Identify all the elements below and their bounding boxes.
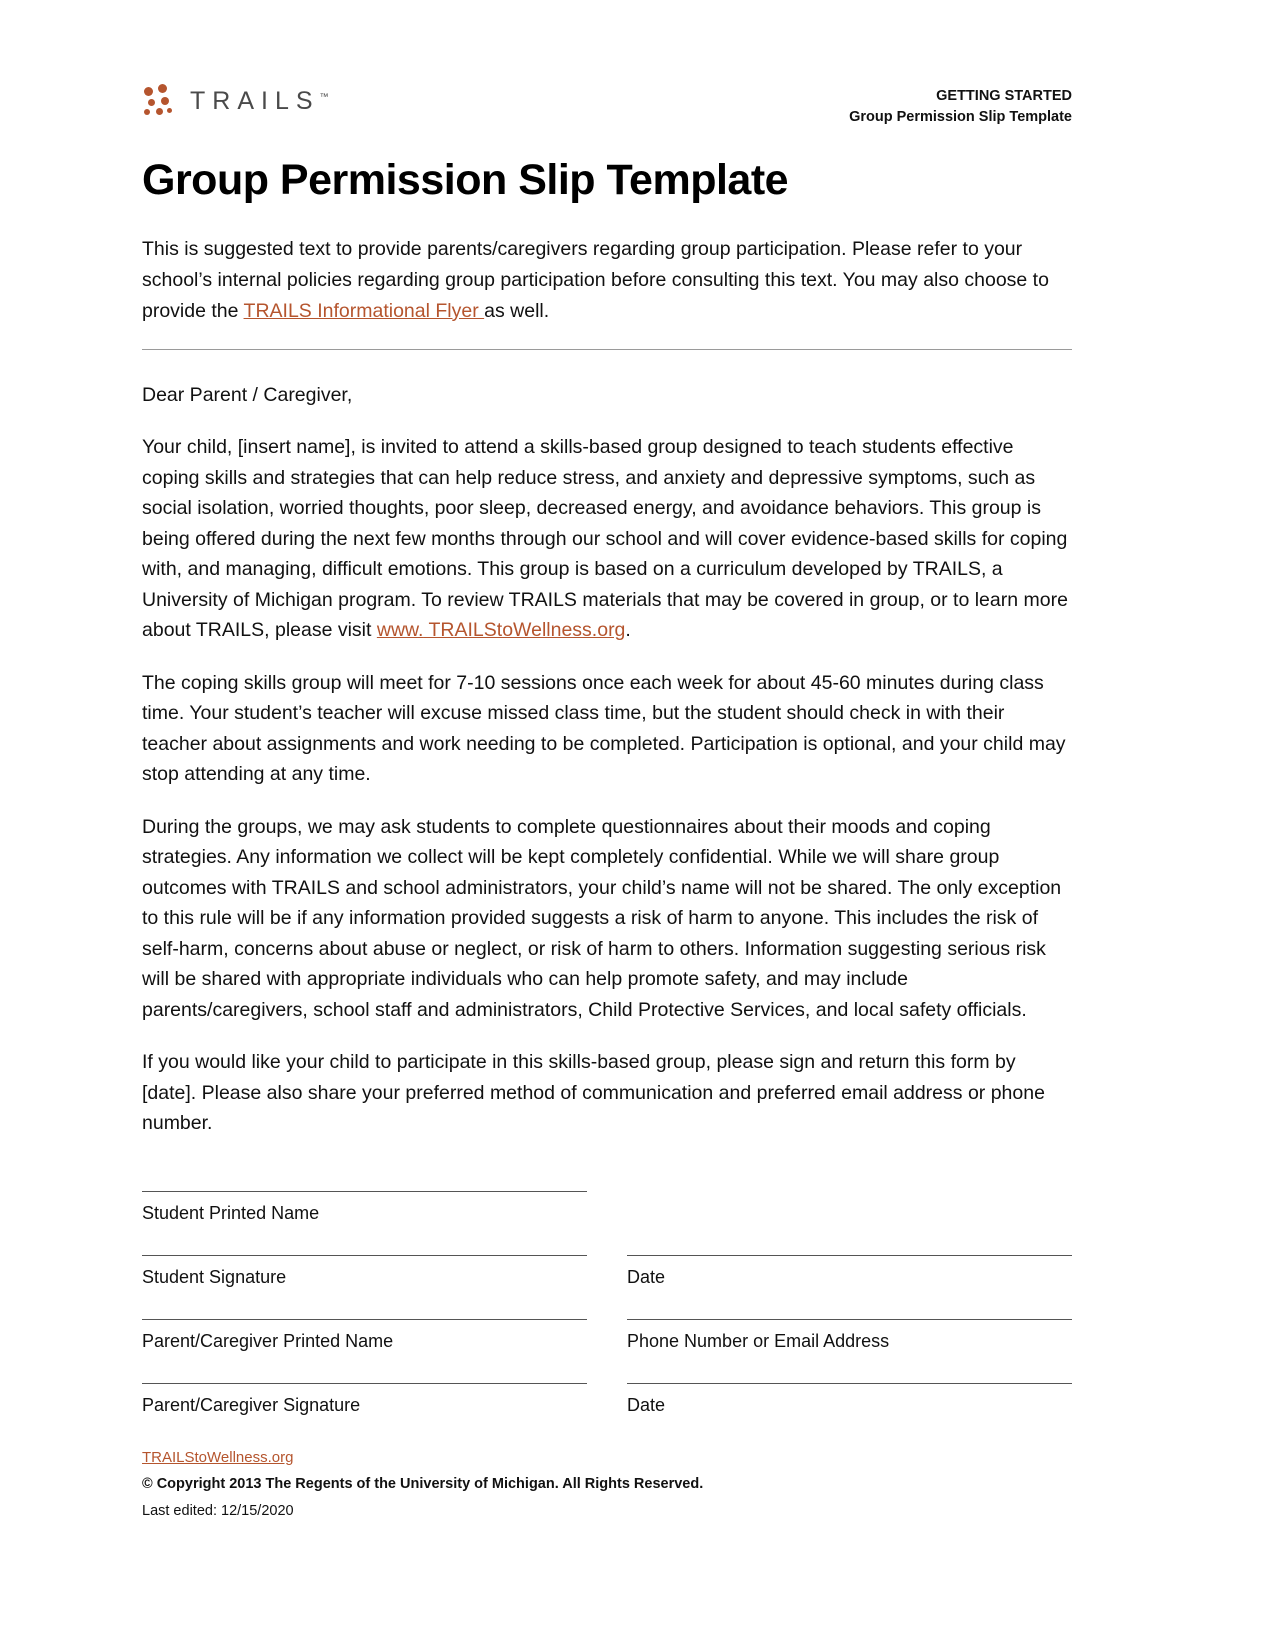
contact-field[interactable] bbox=[627, 1319, 1072, 1353]
field-label: Date bbox=[627, 1266, 666, 1287]
student-date-field[interactable] bbox=[627, 1255, 1072, 1289]
body-paragraph-4: If you would like your child to participate in this skills-based group, please sign and return this form by [date]. Please also share your preferred method of communication and preferred email address or phone number. bbox=[142, 1051, 1045, 1135]
parent-printed-name-field[interactable] bbox=[142, 1319, 587, 1353]
signature-line bbox=[627, 1383, 1072, 1384]
signature-line bbox=[142, 1255, 587, 1256]
logo-wordmark bbox=[190, 87, 329, 116]
header-eyebrow: GETTING STARTED bbox=[936, 88, 1072, 104]
salutation: Dear Parent / Caregiver, bbox=[142, 383, 353, 406]
logo-word-text: TRAILS bbox=[190, 86, 320, 115]
header-meta bbox=[849, 78, 1072, 128]
letter-body bbox=[142, 380, 1072, 1139]
signature-line bbox=[142, 1319, 587, 1320]
trails-dots-icon bbox=[142, 84, 176, 118]
last-edited-text: Last edited: 12/15/2020 bbox=[142, 1502, 294, 1519]
document-content bbox=[142, 78, 1072, 1519]
parent-signature-field[interactable] bbox=[142, 1383, 587, 1417]
intro-paragraph bbox=[142, 234, 1072, 327]
field-label: Date bbox=[627, 1394, 666, 1415]
parent-date-field[interactable] bbox=[627, 1383, 1072, 1417]
signature-row bbox=[142, 1191, 1072, 1225]
signature-row bbox=[142, 1383, 1072, 1417]
document-footer bbox=[142, 1449, 1072, 1519]
copyright-text: © Copyright 2013 The Regents of the University of Michigan. All Rights Reserved. bbox=[142, 1475, 704, 1492]
signature-line bbox=[627, 1255, 1072, 1256]
signature-row bbox=[142, 1319, 1072, 1353]
footer-website-link[interactable]: TRAILStoWellness.org bbox=[142, 1448, 294, 1466]
www-link[interactable]: www. bbox=[376, 619, 424, 642]
signature-section bbox=[142, 1191, 1072, 1417]
trails-informational-flyer-link[interactable]: TRAILS Informational Flyer bbox=[243, 299, 485, 322]
signature-line bbox=[142, 1191, 587, 1192]
intro-text-part2: as well. bbox=[484, 299, 550, 322]
field-label: Student Signature bbox=[142, 1266, 287, 1287]
field-label: Parent/Caregiver Signature bbox=[142, 1394, 361, 1415]
trademark-symbol: ™ bbox=[319, 91, 329, 102]
field-label: Student Printed Name bbox=[142, 1202, 320, 1223]
intro-text-part1: This is suggested text to provide parents/caregivers regarding group participation. Please refer to your school’s internal policies regarding group participation before consulting this text. You may also choose to provide the bbox=[142, 237, 1049, 322]
student-printed-name-field[interactable] bbox=[142, 1191, 587, 1225]
body-paragraph-1 bbox=[142, 432, 1072, 646]
header-doc-label: Group Permission Slip Template bbox=[849, 109, 1072, 125]
body-paragraph-2: The coping skills group will meet for 7-10 sessions once each week for about 45-60 minutes during class time. Your student’s teacher will excuse missed class time, but the student should check in with their teacher about assignments and work needing to be completed. Participation is optional, and your child may stop attending at any time. bbox=[142, 671, 1066, 786]
signature-line bbox=[627, 1319, 1072, 1320]
signature-line bbox=[142, 1383, 587, 1384]
trailstowellness-link[interactable]: TRAILStoWellness.org bbox=[423, 619, 626, 642]
horizontal-divider bbox=[142, 349, 1072, 350]
document-header bbox=[142, 78, 1072, 130]
body-p1-end: . bbox=[625, 619, 631, 642]
body-p1-text: Your child, [insert name], is invited to attend a skills-based group designed to teach students effective coping skills and strategies that can help reduce stress, and anxiety and depressive symptoms, such as social isolation, worried thoughts, poor sleep, decreased energy, and avoidance behaviors. This group is being offered during the next few months through our school and will cover evidence-based skills for coping with, and managing, difficult emotions. This group is based on a curriculum developed by TRAILS, a University of Michigan program. To review TRAILS materials that may be covered in group, or to learn more about TRAILS, please visit bbox=[142, 436, 1068, 642]
field-label: Parent/Caregiver Printed Name bbox=[142, 1330, 394, 1351]
field-label: Phone Number or Email Address bbox=[627, 1330, 890, 1351]
signature-row bbox=[142, 1255, 1072, 1289]
trails-logo bbox=[142, 78, 329, 118]
page-title: Group Permission Slip Template bbox=[142, 156, 789, 204]
student-signature-field[interactable] bbox=[142, 1255, 587, 1289]
body-paragraph-3: During the groups, we may ask students to complete questionnaires about their moods and coping strategies. Any information we collect will be kept completely confidential. While we will share group outcomes with TRAILS and school administrators, your child’s name will not be shared. The only exception to this rule will be if any information provided suggests a risk of harm to anyone. This includes the risk of self-harm, concerns about abuse or neglect, or risk of harm to others. Information suggesting serious risk will be shared with appropriate individuals who can help promote safety, and may include parents/caregivers, school staff and administrators, Child Protective Services, and local safety officials. bbox=[142, 815, 1062, 1021]
